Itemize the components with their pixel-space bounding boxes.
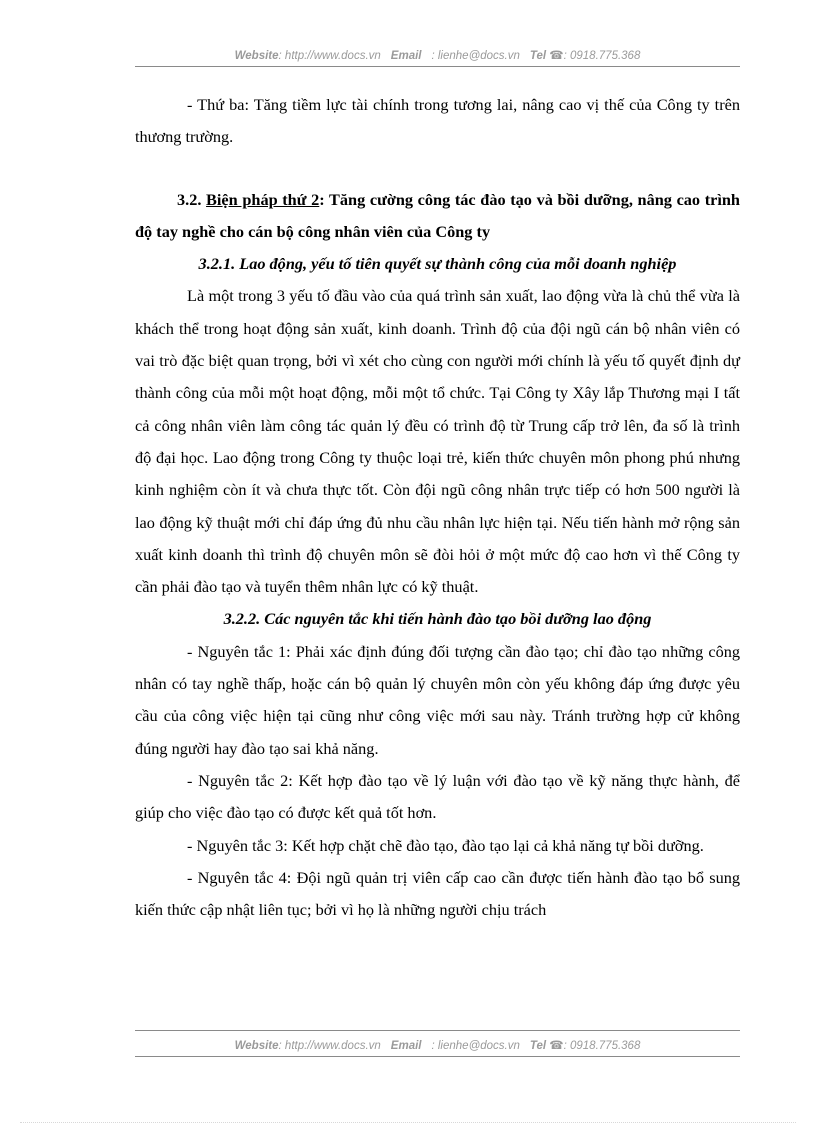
heading-3-2 [135,184,740,249]
paragraph-nguyen-tac-2: - Nguyên tắc 2: Kết hợp đào tạo về lý luận với đào tạo về kỹ năng thực hành, để giúp cho việc đào tạo có được kết quả tốt hơn. [135,770,740,823]
header-website-label: Website [234,50,279,62]
header-tel-value: : 0918.775.368 [563,50,641,62]
footer-tel-value: : 0918.775.368 [563,1040,641,1052]
page-header [135,48,740,62]
heading-3-2-number: 3.2. [177,189,207,209]
heading-3-2-title: : Tăng cường công tác đào tạo và bồi dưỡng, nâng cao trình độ tay nghề cho cán bộ công nhân viên của Công ty [135,189,740,241]
footer-rule-bottom [135,1056,740,1057]
heading-3-2-2: 3.2.2. Các nguyên tắc khi tiến hành đào tạo bồi dưỡng lao động [223,609,652,629]
phone-icon: ☎ [546,50,564,62]
heading-3-2-label: Biện pháp thứ 2 [206,189,320,209]
footer-rule-top [135,1030,740,1031]
page-footer [135,1038,740,1052]
document-body [135,89,740,926]
heading-3-2-1: 3.2.1. Lao động, yếu tố tiên quyết sự thành công của mỗi doanh nghiệp [198,254,677,274]
header-rule [135,66,740,67]
footer-website-label: Website [234,1040,279,1052]
paragraph-nguyen-tac-3: - Nguyên tắc 3: Kết hợp chặt chẽ đào tạo, đào tạo lại cả khả năng tự bồi dưỡng. [187,835,704,855]
header-tel-label: Tel [529,50,547,62]
footer-email-label: Email [390,1040,422,1052]
footer-website-value: : http://www.docs.vn [278,1040,381,1052]
paragraph-nguyen-tac-1: - Nguyên tắc 1: Phải xác định đúng đối tượng cần đào tạo; chỉ đào tạo những công nhân có tay nghề thấp, hoặc cán bộ quản lý chuyên môn còn yếu không đáp ứng được yêu cầu của công việc hiện tại cũng như công việc mới sau này. Tránh trường hợp cử không đúng người hay đào tạo sai khả năng. [135,641,740,758]
header-email-label: Email [390,50,422,62]
phone-icon: ☎ [546,1040,564,1052]
paragraph-lao-dong: Là một trong 3 yếu tố đầu vào của quá trình sản xuất, lao động vừa là chủ thể vừa là khách thể trong hoạt động sản xuất, kinh doanh. Trình độ của đội ngũ cán bộ nhân viên có vai trò đặc biệt quan trọng, bởi vì xét cho cùng con người mới chính là yếu tố quyết định dự thành công của mỗi một hoạt động, mỗi một tổ chức. Tại Công ty Xây lắp Thương mại I tất cả công nhân viên làm công tác quản lý đều có trình độ từ Trung cấp trở lên, đa số là trình độ đại học. Lao động trong Công ty thuộc loại trẻ, kiến thức chuyên môn phong phú nhưng kinh nghiệm còn ít và chưa thực tốt. Còn đội ngũ công nhân trực tiếp có hơn 500 người là lao động kỹ thuật mới chỉ đáp ứng đủ nhu cầu nhân lực hiện tại. Nếu tiến hành mở rộng sản xuất kinh doanh thì trình độ chuyên môn sẽ đòi hỏi ở một mức độ cao hơn vì thế Công ty cần phải đào tạo và tuyển thêm nhân lực có kỹ thuật. [135,286,740,597]
paragraph-nguyen-tac-4: - Nguyên tắc 4: Đội ngũ quản trị viên cấp cao cần được tiến hành đào tạo bổ sung kiến thức cập nhật liên tục; bởi vì họ là những người chịu trách [135,867,740,920]
footer-tel-label: Tel [529,1040,547,1052]
header-email-value: : lienhe@docs.vn [431,50,520,62]
header-website-value: : http://www.docs.vn [278,50,381,62]
paragraph-thu-ba: - Thứ ba: Tăng tiềm lực tài chính trong tương lai, nâng cao vị thế của Công ty trên thương trường. [135,95,740,147]
footer-email-value: : lienhe@docs.vn [431,1040,520,1052]
